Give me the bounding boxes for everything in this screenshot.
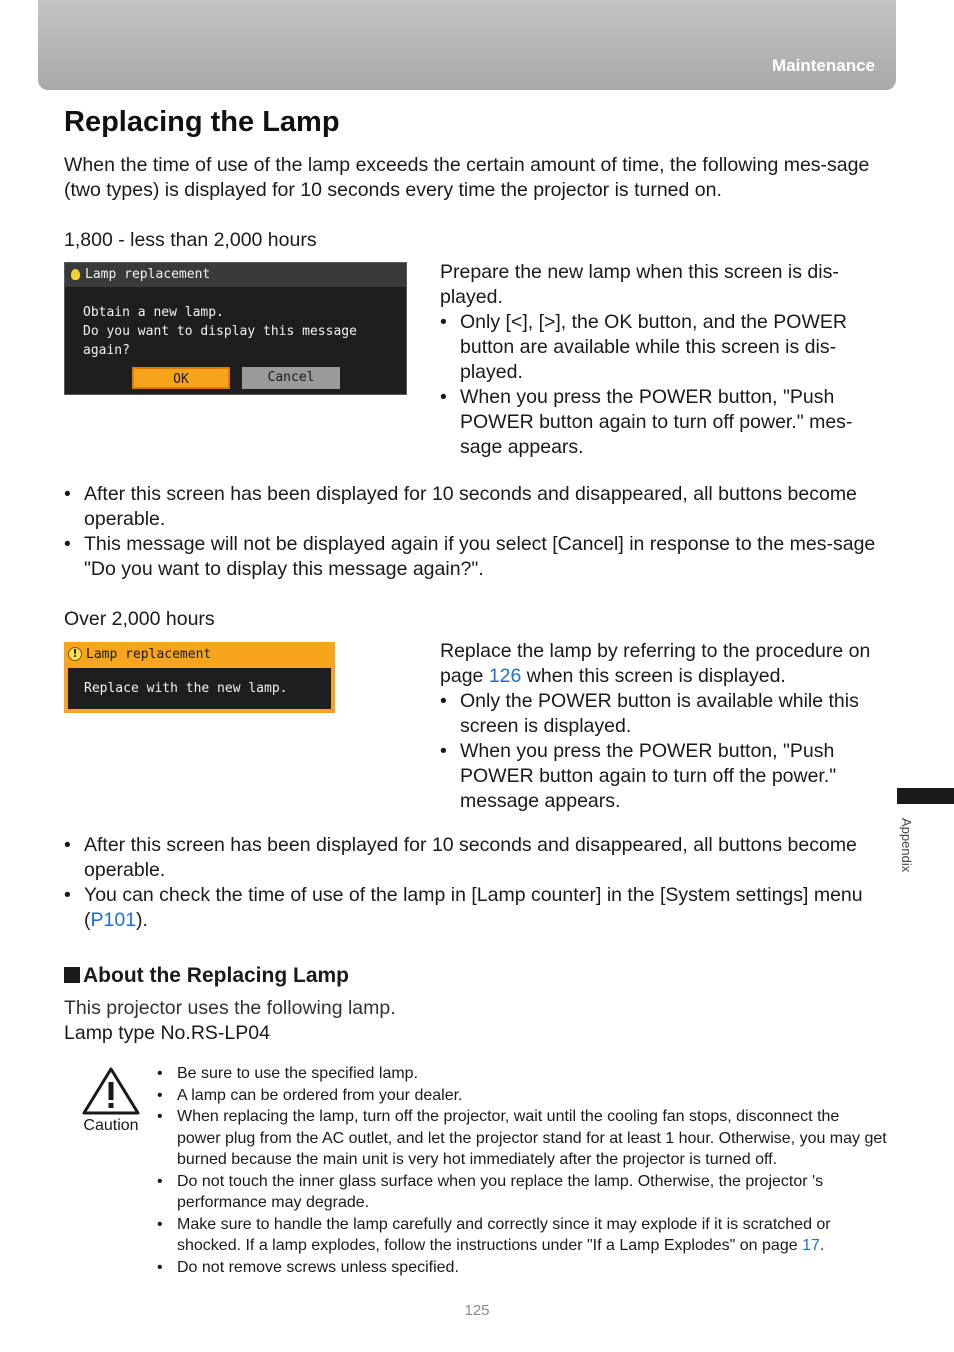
list-item: • Make sure to handle the lamp carefully and correctly since it may explode if it is scratched or shocked. If a lamp explodes, follow the instructions under "If a Lamp Explodes" on page 17. bbox=[157, 1214, 887, 1257]
section1-notes bbox=[64, 482, 878, 582]
page-link-126[interactable]: 126 bbox=[488, 665, 522, 687]
osd-message bbox=[83, 303, 406, 360]
warning-icon: ! bbox=[68, 647, 82, 661]
list-item: • Be sure to use the specified lamp. bbox=[157, 1063, 887, 1085]
osd-message-line1: Obtain a new lamp. bbox=[83, 305, 224, 320]
header-bar bbox=[38, 0, 896, 90]
list-item: • After this screen has been displayed for 10 seconds and disappeared, all buttons become operable. bbox=[64, 482, 878, 532]
list-item: • Only [<], [>], the OK button, and the POWER button are available while this screen is dis-played. bbox=[440, 310, 878, 385]
section1-description bbox=[440, 260, 878, 460]
section1-desc-text: Prepare the new lamp when this screen is dis-played. bbox=[440, 261, 839, 308]
about-line1: This projector uses the following lamp. bbox=[64, 997, 396, 1019]
list-item: • You can check the time of use of the lamp in [Lamp counter] in the [System settings] menu (P101). bbox=[64, 883, 878, 933]
list-item: • After this screen has been displayed for 10 seconds and disappeared, all buttons become operable. bbox=[64, 833, 878, 883]
list-item: • Only the POWER button is available while this screen is displayed. bbox=[440, 689, 878, 739]
about-heading: About the Replacing Lamp bbox=[64, 964, 349, 988]
section2-desc-text: Replace the lamp by referring to the procedure on page 126 when this screen is displayed. bbox=[440, 640, 871, 687]
section2-notes bbox=[64, 833, 878, 933]
osd-ok-button: OK bbox=[132, 367, 230, 389]
about-line2: Lamp type No.RS-LP04 bbox=[64, 1022, 270, 1044]
list-item: • When you press the POWER button, "Push POWER button again to turn off the power." message appears. bbox=[440, 739, 878, 814]
about-text bbox=[64, 996, 396, 1046]
caution-block bbox=[80, 1066, 142, 1135]
caution-list bbox=[157, 1063, 887, 1278]
section1-bullets bbox=[440, 310, 878, 460]
list-item: • Do not touch the inner glass surface when you replace the lamp. Otherwise, the projector 's performance may degrade. bbox=[157, 1171, 887, 1214]
side-tab-marker bbox=[897, 788, 954, 804]
lightbulb-icon bbox=[71, 269, 80, 280]
intro-text: When the time of use of the lamp exceeds the certain amount of time, the following mes-sage (two types) is displayed for 10 seconds every time the projector is turned on. bbox=[64, 154, 870, 201]
osd-title-bar bbox=[65, 263, 406, 287]
section2-bullets bbox=[440, 689, 878, 814]
osd-title: Lamp replacement bbox=[85, 267, 211, 282]
square-bullet-icon bbox=[64, 967, 80, 983]
osd-message-line2: Do you want to display this message again? bbox=[83, 324, 357, 358]
osd-title: Lamp replacement bbox=[86, 647, 212, 662]
section-label: Maintenance bbox=[772, 56, 875, 75]
page-number: 125 bbox=[464, 1302, 490, 1319]
section2-description bbox=[440, 639, 878, 814]
osd-screen-lamp-replacement bbox=[64, 262, 407, 395]
list-item: • A lamp can be ordered from your dealer. bbox=[157, 1085, 887, 1107]
warning-triangle-icon bbox=[81, 1066, 141, 1116]
page-link-p101[interactable]: P101 bbox=[90, 909, 137, 931]
caution-label: Caution bbox=[83, 1117, 139, 1134]
page-link-17[interactable]: 17 bbox=[802, 1237, 820, 1254]
osd-screen-replace-lamp bbox=[64, 642, 335, 713]
list-item: • When you press the POWER button, "Push POWER button again to turn off power." mes-sage appears. bbox=[440, 385, 878, 460]
osd-cancel-button: Cancel bbox=[242, 367, 340, 389]
osd-message: Replace with the new lamp. bbox=[68, 668, 331, 709]
section2-label: Over 2,000 hours bbox=[64, 608, 215, 630]
list-item: • This message will not be displayed again if you select [Cancel] in response to the mes-sage "Do you want to display this message again?". bbox=[64, 532, 878, 582]
list-item: • Do not remove screws unless specified. bbox=[157, 1257, 887, 1279]
side-label: Appendix bbox=[899, 818, 914, 873]
list-item: • When replacing the lamp, turn off the projector, wait until the cooling fan stops, disconnect the power plug from the AC outlet, and let the projector stand for at least 1 hour. Otherwise, you may get burned because the main unit is very hot immediately after the projector is turned off. bbox=[157, 1106, 887, 1171]
section1-label: 1,800 - less than 2,000 hours bbox=[64, 229, 317, 251]
page-title: Replacing the Lamp bbox=[64, 106, 340, 138]
